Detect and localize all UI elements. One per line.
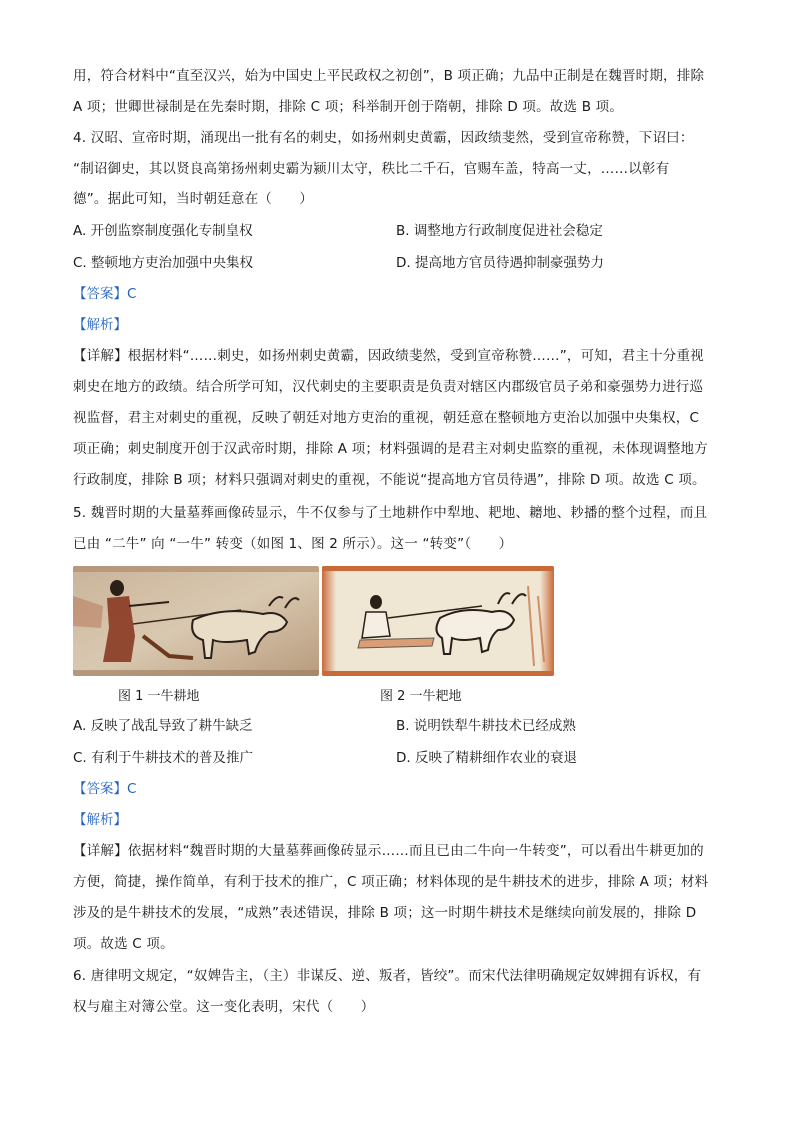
explanation-text: 项。故选 C 项。 [73, 936, 174, 952]
text-line: 用，符合材料中“直至汉兴，始为中国史上平民政权之初创”，B 项正确；九品中正制是在魏晋时期，排除 [73, 68, 705, 84]
analysis-label: 【解析】 [73, 812, 127, 828]
question-5-stem: 5. 魏晋时期的大量墓葬画像砖显示，牛不仅参与了土地耕作中犁地、耙地、耱地、耖播的整个过程，而且 [73, 505, 708, 521]
text-line: A 项；世卿世禄制是在先秦时期，排除 C 项；科举制开创于隋朝，排除 D 项。故选 B 项。 [73, 99, 624, 115]
answer-label: 【答案】C [73, 781, 137, 797]
explanation-text: 刺史在地方的政绩。结合所学可知，汉代刺史的主要职责是负责对辖区内郡级官员子弟和豪强势力进行巡 [73, 379, 704, 395]
question-4-stem: “制诏御史，其以贤良高第扬州刺史霸为颍川太守，秩比二千石，官赐车盖，特高一丈，……以彰有 [73, 161, 670, 177]
option-c: C. 有利于牛耕技术的普及推广 [73, 750, 254, 766]
explanation-text: 视监督，君主对刺史的重视，反映了朝廷对地方吏治的重视，朝廷意在整顿地方吏治以加强中央集权，C [73, 410, 700, 426]
figure-1-image [73, 566, 319, 676]
explanation-text: 行政制度，排除 B 项；材料只强调对刺史的重视，不能说“提高地方官员待遇”，排除 D 项。故选 C 项。 [73, 472, 706, 488]
option-d: D. 提高地方官员待遇抑制豪强势力 [396, 255, 604, 271]
option-c: C. 整顿地方吏治加强中央集权 [73, 255, 254, 271]
explanation-text: 【详解】根据材料“……刺史，如扬州刺史黄霸，因政绩斐然，受到宣帝称赞……”，可知，君主十分重视 [73, 348, 704, 364]
explanation-text: 项正确；刺史制度开创于汉武帝时期，排除 A 项；材料强调的是君主对刺史监察的重视，未体现调整地方 [73, 441, 708, 457]
question-5-stem: 已由 “二牛” 向 “一牛” 转变（如图 1、图 2 所示）。这一 “转变”（ ） [73, 536, 513, 552]
explanation-text: 方便，简捷，操作简单，有利于技术的推广，C 项正确；材料体现的是牛耕技术的进步，排除 A 项；材料 [73, 874, 709, 890]
figure-2-image [322, 566, 554, 676]
answer-label: 【答案】C [73, 286, 137, 302]
question-6-stem: 6. 唐律明文规定，“奴婢告主，（主）非谋反、逆、叛者，皆绞”。而宋代法律明确规定奴婢拥有诉权，有 [73, 968, 702, 984]
question-6-stem: 权与雇主对簿公堂。这一变化表明，宋代（ ） [73, 999, 375, 1015]
option-d: D. 反映了精耕细作农业的衰退 [396, 750, 577, 766]
analysis-label: 【解析】 [73, 317, 127, 333]
option-a: A. 反映了战乱导致了耕牛缺乏 [73, 718, 253, 734]
question-4-stem: 4. 汉昭、宣帝时期，涌现出一批有名的刺史，如扬州刺史黄霸，因政绩斐然，受到宣帝称赞，下诏曰： [73, 130, 694, 146]
figure-1-caption: 图 1 一牛耕地 [118, 689, 200, 704]
explanation-text: 【详解】依据材料“魏晋时期的大量墓葬画像砖显示……而且已由二牛向一牛转变”，可以看出牛耕更加的 [73, 843, 704, 859]
question-4-stem: 德”。据此可知，当时朝廷意在（ ） [73, 191, 314, 207]
option-b: B. 调整地方行政制度促进社会稳定 [396, 223, 603, 239]
explanation-text: 涉及的是牛耕技术的发展，“成熟”表述错误，排除 B 项；这一时期牛耕技术是继续向前发展的，排除 D [73, 905, 697, 921]
figure-2-caption: 图 2 一牛耙地 [380, 689, 462, 704]
option-a: A. 开创监察制度强化专制皇权 [73, 223, 253, 239]
option-b: B. 说明铁犁牛耕技术已经成熟 [396, 718, 576, 734]
